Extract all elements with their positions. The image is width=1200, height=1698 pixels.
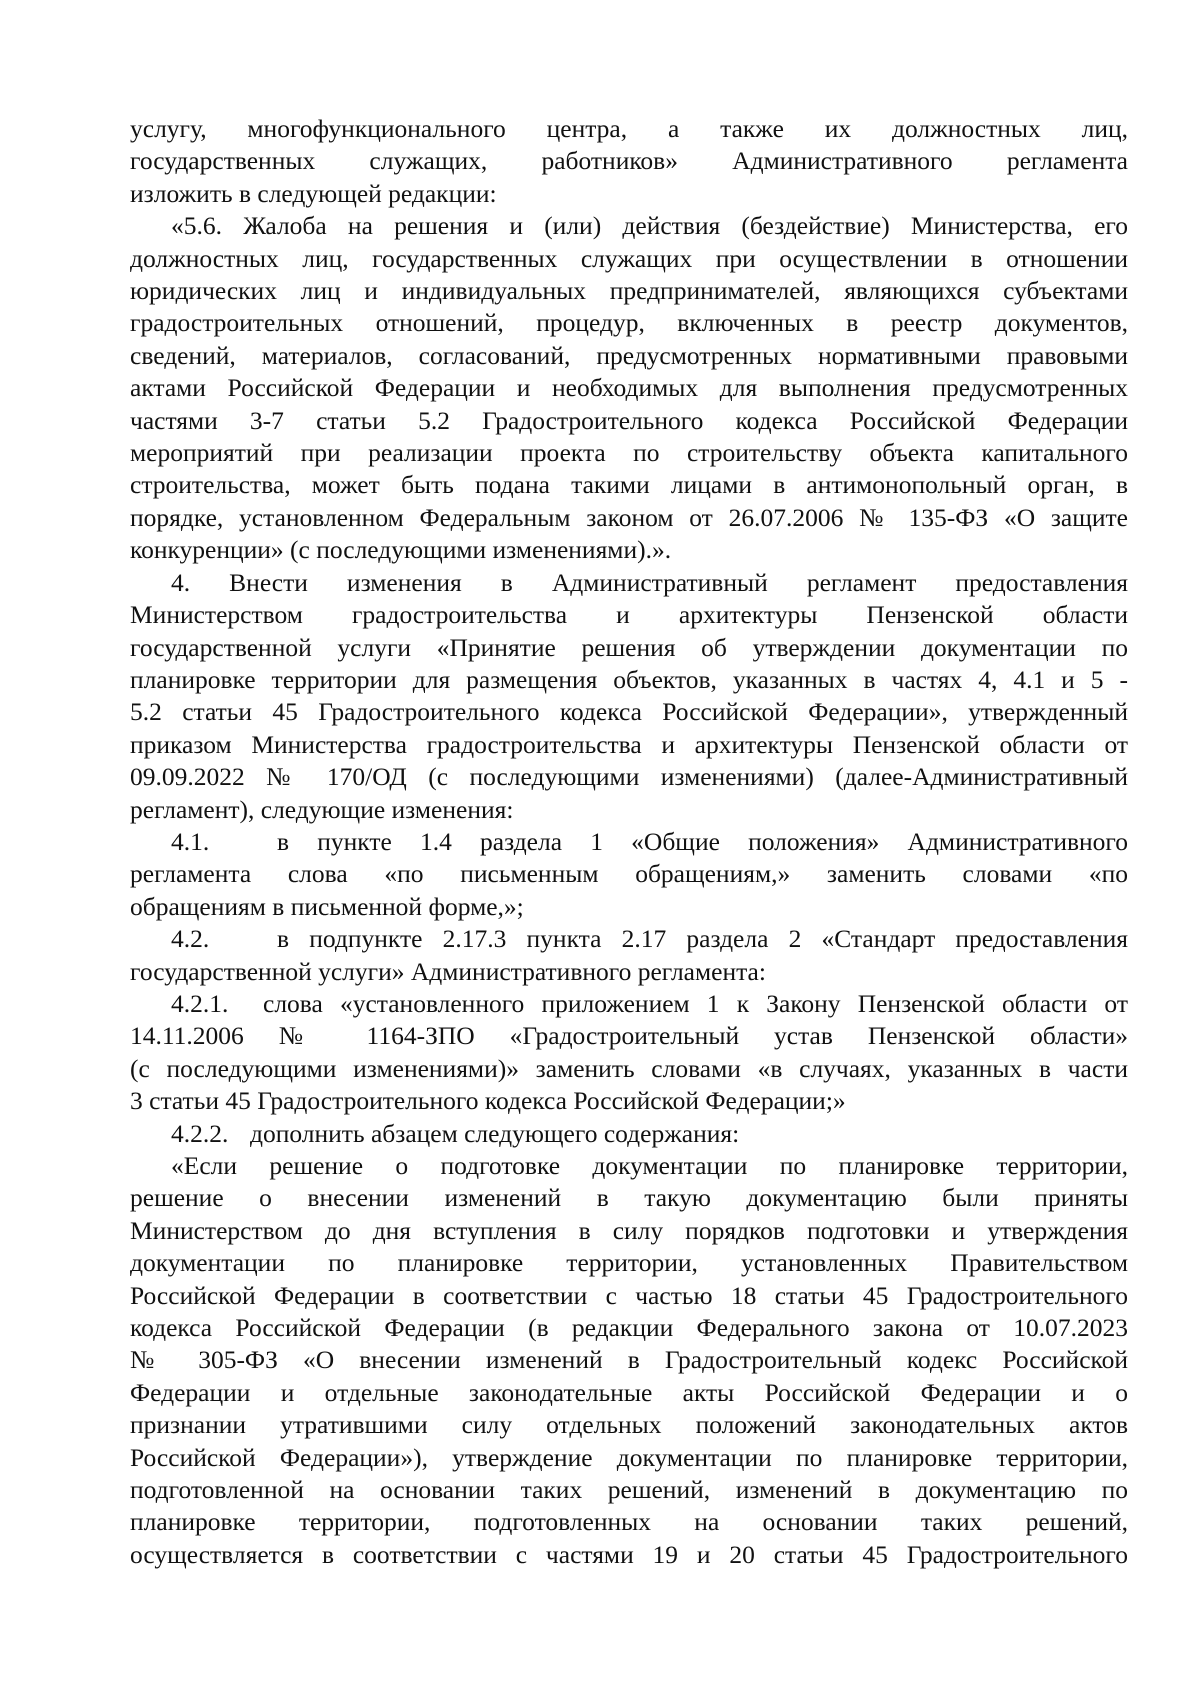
document-line: конкуренции» (с последующими изменениями).». bbox=[130, 535, 672, 565]
document-line: изложить в следующей редакции: bbox=[130, 178, 497, 208]
document-line: частями 3-7 статьи 5.2 Градостроительного кодекса Российской Федерации bbox=[130, 405, 1128, 435]
final-paragraph-line: Федерации и отдельные законодательные акты Российской Федерации и о bbox=[130, 1377, 1128, 1407]
paragraph-4-2-2-number: 4.2.2. bbox=[171, 1118, 229, 1148]
final-paragraph-line: документации по планировке территории, установленных Правительством bbox=[130, 1248, 1128, 1278]
paragraph-4-2 bbox=[130, 923, 1128, 988]
document-line: актами Российской Федерации и необходимых для выполнения предусмотренных bbox=[130, 373, 1128, 403]
document-line: 5.2 статьи 45 Градостроительного кодекса Российской Федерации», утвержденный bbox=[130, 697, 1128, 727]
document-line: планировке территории для размещения объектов, указанных в частях 4, 4.1 и 5 - bbox=[130, 664, 1128, 694]
paragraph-4-2-1-line-4: 3 статьи 45 Градостроительного кодекса Российской Федерации;» bbox=[130, 1086, 846, 1116]
final-paragraph-line: Российской Федерации»), утверждение документации по планировке территории, bbox=[130, 1442, 1128, 1472]
paragraph-4-2-text-1: в подпункте 2.17.3 пункта 2.17 раздела 2 «Стандарт предоставления bbox=[277, 924, 1128, 954]
document-line: строительства, может быть подана такими лицами в антимонопольный орган, в bbox=[130, 470, 1128, 500]
final-paragraph-line: кодекса Российской Федерации (в редакции Федерального закона от 10.07.2023 bbox=[130, 1313, 1128, 1343]
final-paragraph-line: Министерством до дня вступления в силу порядков подготовки и утверждения bbox=[130, 1215, 1128, 1245]
final-paragraph-line: подготовленной на основании таких решений, изменений в документацию по bbox=[130, 1475, 1128, 1505]
document-line: сведений, материалов, согласований, предусмотренных нормативными правовыми bbox=[130, 340, 1128, 370]
document-body bbox=[130, 113, 1128, 826]
paragraph-4-2-line-1 bbox=[130, 923, 1128, 955]
final-paragraph-line: осуществляется в соответствии с частями 19 и 20 статьи 45 Градостроительного bbox=[130, 1539, 1128, 1569]
paragraph-4-1-text-1: в пункте 1.4 раздела 1 «Общие положения» Административного bbox=[277, 826, 1128, 856]
final-paragraph-line: Российской Федерации в соответствии с частью 18 статьи 45 Градостроительного bbox=[130, 1280, 1128, 1310]
document-line: приказом Министерства градостроительства и архитектуры Пензенской области от bbox=[130, 729, 1128, 759]
paragraph-4-1-line-1 bbox=[130, 826, 1128, 858]
paragraph-4-1 bbox=[130, 826, 1128, 923]
final-paragraph-line: признании утратившими силу отдельных положений законодательных актов bbox=[130, 1410, 1128, 1440]
final-paragraph-line: «Если решение о подготовке документации по планировке территории, bbox=[171, 1151, 1128, 1180]
paragraph-4-2-1-line-3: (с последующими изменениями)» заменить словами «в случаях, указанных в части bbox=[130, 1053, 1128, 1083]
paragraph-4-2-1 bbox=[130, 988, 1128, 1118]
final-paragraph-line: планировке территории, подготовленных на основании таких решений, bbox=[130, 1507, 1128, 1537]
paragraph-4-2-number: 4.2. bbox=[171, 924, 210, 954]
document-line: 09.09.2022 № 170/ОД (с последующими изменениями) (далее-Административный bbox=[130, 762, 1128, 792]
document-line: регламент), следующие изменения: bbox=[130, 794, 514, 824]
document-line: должностных лиц, государственных служащих при осуществлении в отношении bbox=[130, 243, 1128, 273]
document-line: 4. Внести изменения в Административный регламент предоставления bbox=[171, 567, 1128, 597]
paragraph-4-2-1-line-1 bbox=[130, 988, 1128, 1020]
document-line: юридических лиц и индивидуальных предпринимателей, являющихся субъектами bbox=[130, 276, 1128, 306]
paragraph-4-2-1-line-2: 14.11.2006 № 1164-ЗПО «Градостроительный устав Пензенской области» bbox=[130, 1021, 1128, 1051]
paragraph-4-1-line-2: регламента слова «по письменным обращениям,» заменить словами «по bbox=[130, 859, 1128, 889]
document-line: мероприятий при реализации проекта по строительству объекта капитального bbox=[130, 438, 1128, 468]
final-paragraph-line: решение о внесении изменений в такую документацию были приняты bbox=[130, 1183, 1128, 1213]
document-line: порядке, установленном Федеральным законом от 26.07.2006 № 135-ФЗ «О защите bbox=[130, 502, 1128, 532]
document-line: государственных служащих, работников» Административного регламента bbox=[130, 146, 1128, 176]
final-paragraph bbox=[130, 1150, 1128, 1571]
paragraph-4-2-1-number: 4.2.1. bbox=[171, 988, 229, 1018]
document-line: градостроительных отношений, процедур, включенных в реестр документов, bbox=[130, 308, 1128, 338]
final-paragraph-line: № 305-ФЗ «О внесении изменений в Градостроительный кодекс Российской bbox=[130, 1345, 1128, 1375]
document-line: государственной услуги «Принятие решения об утверждении документации по bbox=[130, 632, 1128, 662]
paragraph-4-2-1-text-1: слова «установленного приложением 1 к Закону Пензенской области от bbox=[263, 988, 1128, 1018]
paragraph-4-2-line-2: государственной услуги» Административного регламента: bbox=[130, 956, 766, 986]
paragraph-4-1-number: 4.1. bbox=[171, 826, 210, 856]
paragraph-4-2-2-line-1 bbox=[130, 1118, 1128, 1150]
document-line: услугу, многофункционального центра, а также их должностных лиц, bbox=[130, 114, 1128, 143]
paragraph-4-2-2 bbox=[130, 1118, 1128, 1150]
document-line: Министерством градостроительства и архитектуры Пензенской области bbox=[130, 600, 1128, 630]
paragraph-4-1-line-3: обращениям в письменной форме,»; bbox=[130, 891, 524, 921]
paragraph-4-2-2-text: дополнить абзацем следующего содержания: bbox=[250, 1118, 740, 1148]
document-line: «5.6. Жалоба на решения и (или) действия (бездействие) Министерства, его bbox=[171, 211, 1128, 241]
document-page bbox=[130, 113, 1128, 1571]
